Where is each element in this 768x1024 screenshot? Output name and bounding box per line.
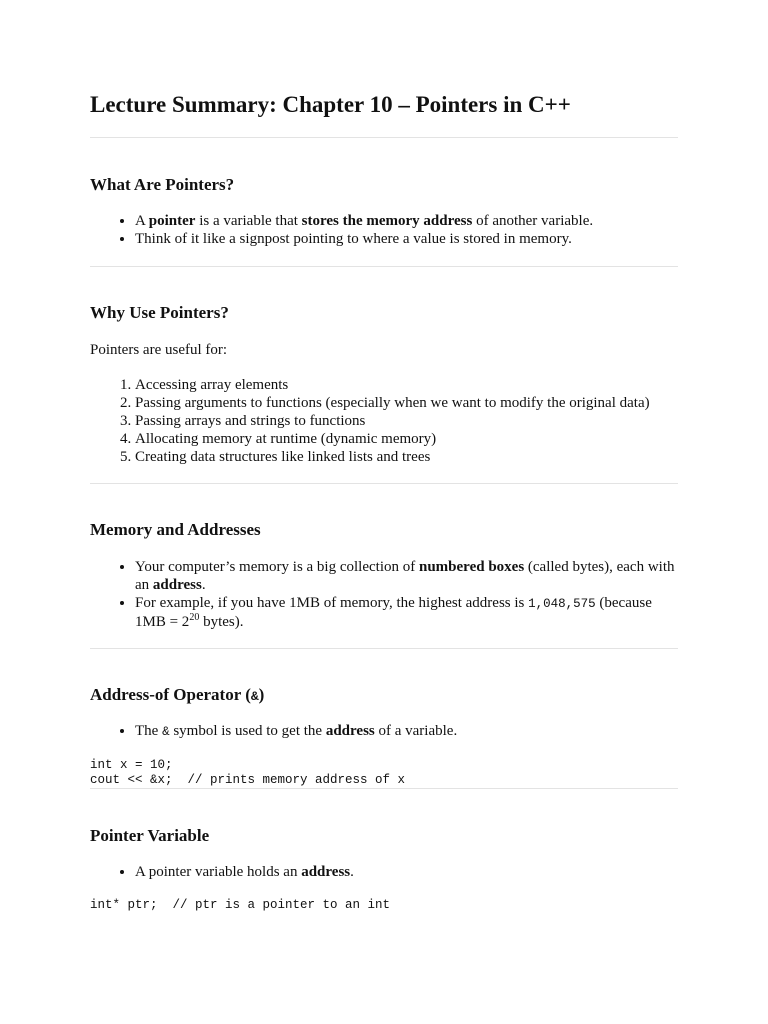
divider (90, 483, 678, 484)
bold-text: pointer (148, 213, 196, 229)
list-item: 1. Accessing array elements (135, 376, 678, 394)
divider (90, 137, 678, 138)
superscript: 20 (189, 612, 200, 623)
divider (90, 648, 678, 649)
bold-text: stores the memory address (301, 213, 473, 229)
list-item: • Think of it like a signpost pointing to where a value is stored in memory. (135, 230, 678, 248)
section-heading-pointer-variable: Pointer Variable (90, 826, 210, 845)
bullet-list (90, 212, 678, 248)
list-item: 5. Creating data structures like linked lists and trees (135, 448, 678, 466)
list-item (135, 722, 678, 741)
text: is a variable that (195, 213, 302, 229)
inline-code: & (162, 725, 170, 739)
text: bytes). (199, 614, 244, 630)
list-item (135, 863, 678, 881)
section-heading-why-use-pointers: Why Use Pointers? (90, 303, 229, 322)
text: For example, if you have 1MB of memory, the highest address is (135, 595, 529, 611)
text: (called bytes), each with an (135, 559, 675, 593)
section-heading-memory-and-addresses: Memory and Addresses (90, 520, 261, 539)
code-block: int* ptr; // ptr is a pointer to an int (90, 898, 391, 912)
list-item: 2. Passing arguments to functions (especially when we want to modify the original data) (135, 394, 678, 412)
text: ) (258, 685, 265, 704)
text: A (135, 213, 149, 229)
section-heading-what-are-pointers: What Are Pointers? (90, 175, 235, 194)
text: . (350, 864, 354, 880)
text: symbol is used to get the (169, 723, 326, 739)
list-item (135, 212, 678, 230)
list-item (135, 558, 678, 594)
bullet-list (90, 558, 678, 631)
bold-text: address (301, 864, 351, 880)
bold-text: address (325, 723, 375, 739)
section-heading-address-of-operator (90, 685, 264, 705)
numbered-list (90, 376, 678, 466)
bullet-list (90, 863, 678, 881)
bold-text: numbered boxes (419, 559, 525, 575)
text: (because 1MB = 2 (135, 595, 652, 630)
text: . (201, 577, 206, 593)
text: of another variable. (472, 213, 594, 229)
inline-code: 1,048,575 (528, 597, 596, 611)
paragraph: Pointers are useful for: (90, 342, 228, 358)
text: A pointer variable holds an (135, 864, 302, 880)
divider (90, 788, 678, 789)
list-item: 4. Allocating memory at runtime (dynamic memory) (135, 430, 678, 448)
code-block: int x = 10; cout << &x; // prints memory address of x (90, 758, 406, 787)
divider (90, 266, 678, 267)
list-item (135, 594, 678, 631)
bold-text: address (152, 577, 202, 593)
bullet-list (90, 722, 678, 741)
text: of a variable. (374, 723, 458, 739)
text: Address-of Operator ( (90, 685, 251, 704)
text: Your computer’s memory is a big collection of (135, 559, 419, 575)
inline-code: & (250, 689, 259, 704)
text: The (135, 723, 163, 739)
page-title: Lecture Summary: Chapter 10 – Pointers in C++ (90, 92, 571, 117)
list-item: 3. Passing arrays and strings to functions (135, 412, 678, 430)
